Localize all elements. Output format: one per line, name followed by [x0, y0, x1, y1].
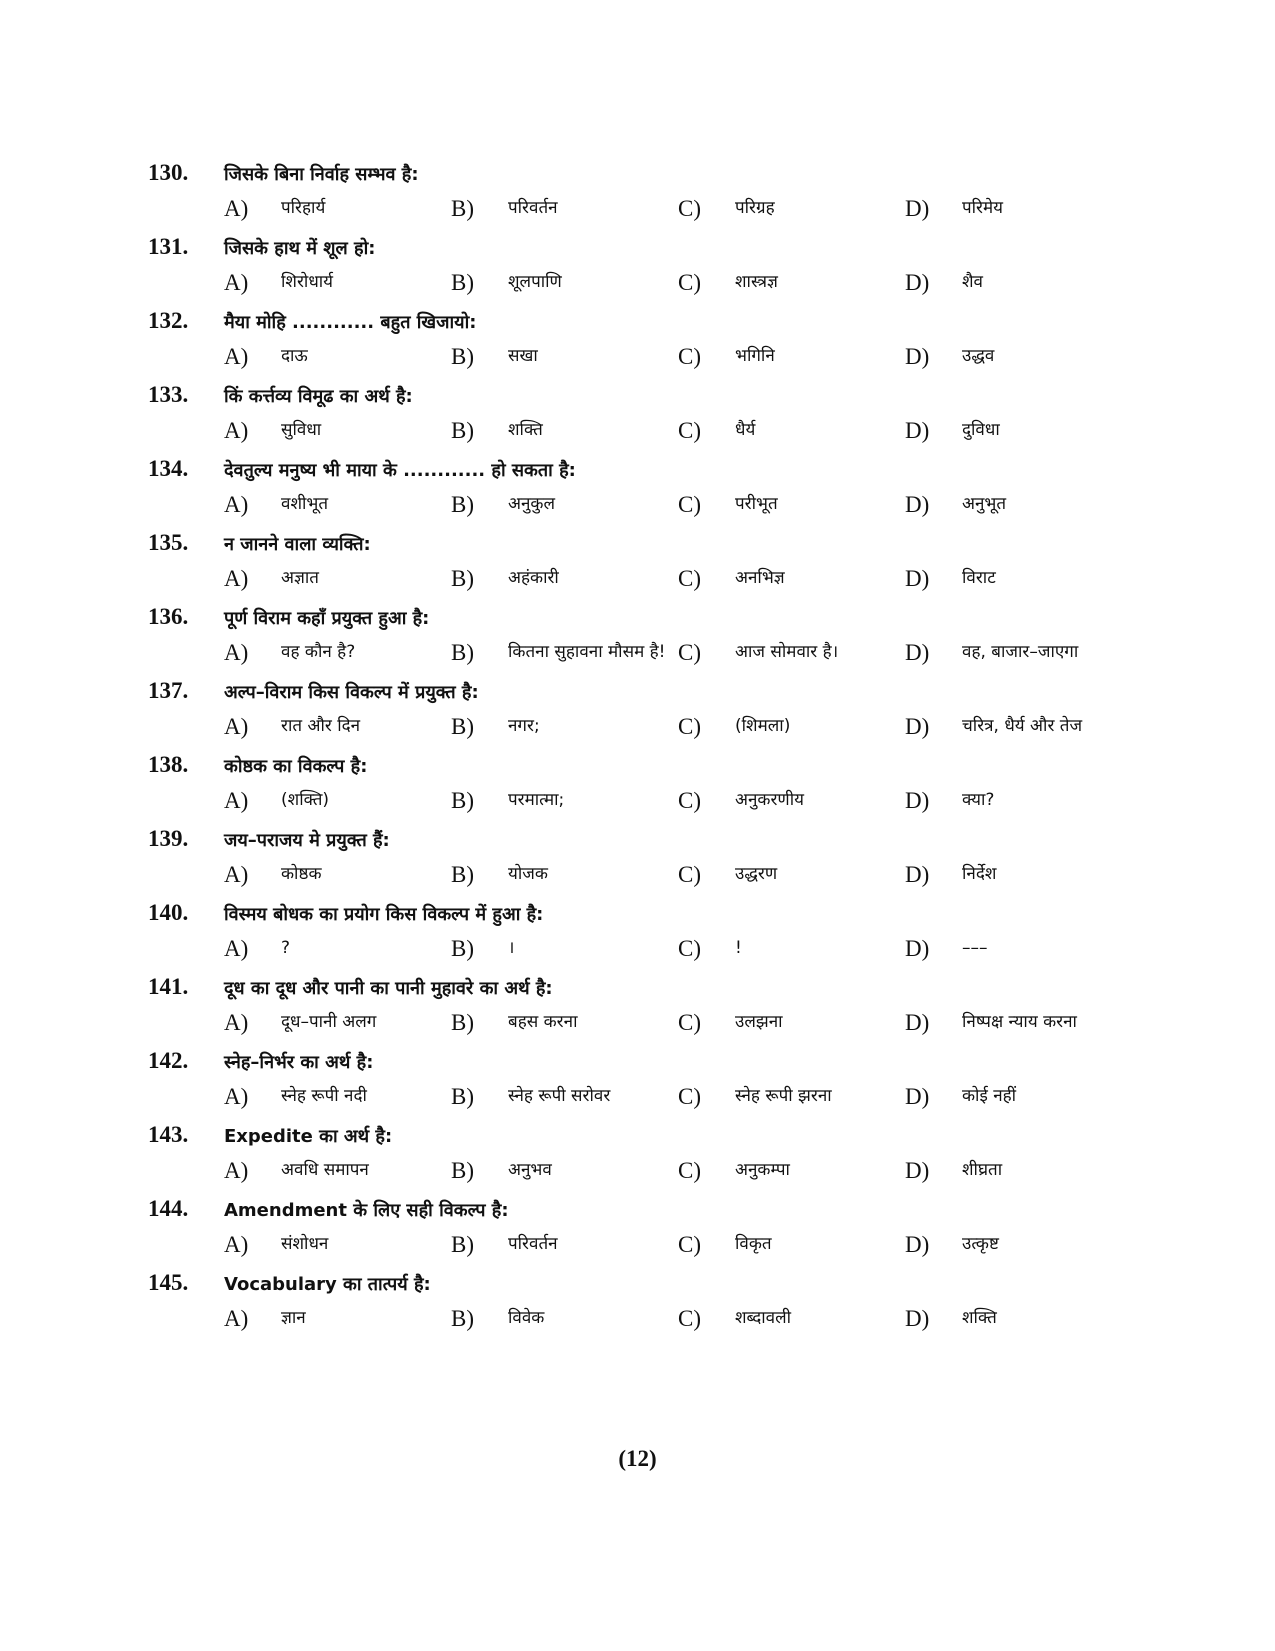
option-label: D) — [905, 1084, 930, 1109]
option-label: B) — [451, 270, 474, 295]
option — [905, 1156, 1125, 1186]
question-text: देवतुल्य मनुष्य भी माया के ............ हो सकता है: — [224, 460, 576, 481]
option-label: B) — [451, 1084, 474, 1109]
option-text: भगिनि — [735, 346, 775, 366]
option — [905, 934, 1125, 964]
option — [224, 1156, 451, 1186]
option-label: D) — [905, 492, 930, 517]
question-block — [148, 752, 1128, 816]
question-text: अल्प–विराम किस विकल्प में प्रयुक्त है: — [224, 682, 479, 703]
question-row — [148, 1196, 1128, 1226]
option-text: कोई नहीं — [962, 1086, 1017, 1106]
option-text: वह, बाजार–जाएगा — [962, 642, 1079, 662]
option-label: A) — [224, 1306, 249, 1331]
option — [905, 1304, 1125, 1334]
option — [678, 712, 905, 742]
option-label: A) — [224, 1158, 249, 1183]
option-label: C) — [678, 270, 701, 295]
option — [451, 712, 678, 742]
option-label: B) — [451, 492, 474, 517]
option-text: (शक्ति) — [281, 790, 330, 810]
option — [451, 490, 678, 520]
option — [678, 416, 905, 446]
option — [224, 934, 451, 964]
question-block — [148, 308, 1128, 372]
options-row — [148, 860, 1128, 890]
question-block — [148, 826, 1128, 890]
option-label: D) — [905, 714, 930, 739]
option-text: शक्ति — [962, 1308, 997, 1328]
option-text: विकृत — [735, 1234, 772, 1254]
option-text: योजक — [508, 864, 548, 884]
option — [905, 1082, 1125, 1112]
option-label: C) — [678, 1232, 701, 1257]
option-label: C) — [678, 788, 701, 813]
option-label: C) — [678, 640, 701, 665]
option — [451, 1082, 678, 1112]
option — [905, 638, 1125, 668]
option — [224, 490, 451, 520]
question-text: जिसके बिना निर्वाह सम्भव है: — [224, 164, 419, 185]
question-number: 134. — [148, 456, 189, 481]
question-text: कोष्ठक का विकल्प है: — [224, 756, 368, 777]
option — [224, 342, 451, 372]
option — [678, 564, 905, 594]
question-number: 130. — [148, 160, 189, 185]
option-label: A) — [224, 936, 249, 961]
question-number: 141. — [148, 974, 189, 999]
option-label: B) — [451, 344, 474, 369]
question-row — [148, 234, 1128, 264]
option-text: अनभिज्ञ — [735, 568, 785, 588]
option-text: परिहार्य — [281, 198, 326, 218]
page-number: (12) — [618, 1446, 657, 1471]
question-row — [148, 752, 1128, 782]
question-block — [148, 1048, 1128, 1112]
option — [224, 860, 451, 890]
option-label: C) — [678, 1158, 701, 1183]
option-label: B) — [451, 714, 474, 739]
option-text: अवधि समापन — [281, 1160, 369, 1180]
options-row — [148, 712, 1128, 742]
option-label: A) — [224, 640, 249, 665]
option-label: C) — [678, 1306, 701, 1331]
question-block — [148, 604, 1128, 668]
option-label: B) — [451, 640, 474, 665]
option-text: सुविधा — [281, 420, 322, 440]
option-label: D) — [905, 1158, 930, 1183]
option — [905, 416, 1125, 446]
option — [678, 1082, 905, 1112]
question-text: जय–पराजय मे प्रयुक्त हैं: — [224, 830, 390, 851]
option-label: A) — [224, 1010, 249, 1035]
option-label: C) — [678, 1084, 701, 1109]
option — [224, 416, 451, 446]
question-number: 139. — [148, 826, 189, 851]
option-label: D) — [905, 1010, 930, 1035]
options-row — [148, 268, 1128, 298]
option-label: A) — [224, 270, 249, 295]
option-label: A) — [224, 714, 249, 739]
question-text: जिसके हाथ में शूल हो: — [224, 238, 376, 259]
options-row — [148, 638, 1128, 668]
question-number: 132. — [148, 308, 189, 333]
option-text: रात और दिन — [281, 716, 361, 736]
option-text: निष्पक्ष न्याय करना — [962, 1012, 1077, 1032]
option — [224, 712, 451, 742]
option-text: ––– — [962, 938, 988, 958]
option-label: D) — [905, 418, 930, 443]
question-block — [148, 678, 1128, 742]
option-text: शीघ्रता — [962, 1160, 1003, 1180]
option — [451, 564, 678, 594]
question-text: मैया मोहि ............ बहुत खिजायो: — [224, 312, 477, 333]
option-text: ? — [281, 938, 291, 958]
option-label: B) — [451, 196, 474, 221]
option — [224, 1230, 451, 1260]
option-text: परिग्रह — [735, 198, 775, 218]
question-block — [148, 382, 1128, 446]
option-text: संशोधन — [281, 1234, 329, 1254]
option-text: शास्त्रज्ञ — [735, 272, 778, 292]
option — [451, 934, 678, 964]
option — [678, 1304, 905, 1334]
option — [905, 194, 1125, 224]
option-text: स्नेह रूपी सरोवर — [508, 1086, 611, 1106]
option — [678, 1230, 905, 1260]
option-text: कोष्ठक — [281, 864, 322, 884]
option-text: उद्धरण — [735, 864, 778, 884]
options-row — [148, 564, 1128, 594]
question-number: 131. — [148, 234, 189, 259]
option-text: बहस करना — [508, 1012, 578, 1032]
option-label: B) — [451, 862, 474, 887]
question-text: स्नेह–निर्भर का अर्थ है: — [224, 1052, 374, 1073]
question-number: 144. — [148, 1196, 189, 1221]
options-row — [148, 342, 1128, 372]
option-text: निर्देश — [962, 864, 997, 884]
option — [905, 564, 1125, 594]
option — [905, 490, 1125, 520]
option-label: D) — [905, 270, 930, 295]
option — [451, 194, 678, 224]
question-list — [148, 160, 1128, 1344]
option — [224, 194, 451, 224]
option — [905, 1008, 1125, 1038]
question-row — [148, 456, 1128, 486]
question-row — [148, 678, 1128, 708]
option-text: शिरोधार्य — [281, 272, 334, 292]
option-text: स्नेह रूपी झरना — [735, 1086, 832, 1106]
option-label: D) — [905, 196, 930, 221]
question-row — [148, 530, 1128, 560]
option-text: अनुकम्पा — [735, 1160, 790, 1180]
option — [451, 416, 678, 446]
option-text: शब्दावली — [735, 1308, 792, 1328]
option — [905, 786, 1125, 816]
option-label: B) — [451, 1306, 474, 1331]
question-number: 142. — [148, 1048, 189, 1073]
option-text: अनुकुल — [508, 494, 556, 514]
option-label: C) — [678, 492, 701, 517]
option-label: A) — [224, 196, 249, 221]
option-label: D) — [905, 862, 930, 887]
option-label: D) — [905, 1232, 930, 1257]
option-text: उत्कृष्ट — [962, 1234, 999, 1254]
option — [905, 342, 1125, 372]
question-block — [148, 234, 1128, 298]
option-text: ज्ञान — [281, 1308, 306, 1328]
option-text: परमात्मा; — [508, 790, 565, 810]
option-label: B) — [451, 566, 474, 591]
option-label: D) — [905, 936, 930, 961]
option — [451, 786, 678, 816]
option — [905, 712, 1125, 742]
question-row — [148, 160, 1128, 190]
option — [224, 1304, 451, 1334]
options-row — [148, 1008, 1128, 1038]
option-text: परीभूत — [735, 494, 778, 514]
option — [451, 1304, 678, 1334]
option-text: अज्ञात — [281, 568, 319, 588]
option-label: A) — [224, 1084, 249, 1109]
option-text: धैर्य — [735, 420, 756, 440]
option-label: D) — [905, 1306, 930, 1331]
question-number: 136. — [148, 604, 189, 629]
question-row — [148, 1122, 1128, 1152]
options-row — [148, 934, 1128, 964]
option-text: शूलपाणि — [508, 272, 562, 292]
option — [678, 194, 905, 224]
question-row — [148, 974, 1128, 1004]
option — [905, 1230, 1125, 1260]
option-label: C) — [678, 936, 701, 961]
option-text: चरित्र, धैर्य और तेज — [962, 716, 1083, 736]
option — [451, 342, 678, 372]
option-label: C) — [678, 566, 701, 591]
option-text: क्या? — [962, 790, 995, 810]
option-text: स्नेह रूपी नदी — [281, 1086, 367, 1106]
option-label: C) — [678, 344, 701, 369]
options-row — [148, 416, 1128, 446]
option-label: B) — [451, 418, 474, 443]
option-text: परिवर्तन — [508, 1234, 558, 1254]
option — [678, 1008, 905, 1038]
question-block — [148, 1122, 1128, 1186]
option-label: C) — [678, 1010, 701, 1035]
option — [678, 860, 905, 890]
option — [678, 934, 905, 964]
option-text: उलझना — [735, 1012, 783, 1032]
option-text: विवेक — [508, 1308, 545, 1328]
question-text: विस्मय बोधक का प्रयोग किस विकल्प में हुआ है: — [224, 904, 544, 925]
question-block — [148, 974, 1128, 1038]
option-label: C) — [678, 714, 701, 739]
options-row — [148, 1304, 1128, 1334]
option — [224, 564, 451, 594]
question-text: किं कर्त्तव्य विमूढ का अर्थ है: — [224, 386, 413, 407]
question-number: 143. — [148, 1122, 189, 1147]
question-row — [148, 1270, 1128, 1300]
option — [451, 638, 678, 668]
question-number: 133. — [148, 382, 189, 407]
option — [451, 1008, 678, 1038]
option-label: A) — [224, 492, 249, 517]
question-block — [148, 1270, 1128, 1334]
question-row — [148, 900, 1128, 930]
option — [224, 786, 451, 816]
question-block — [148, 530, 1128, 594]
option-label: C) — [678, 196, 701, 221]
question-number: 140. — [148, 900, 189, 925]
option-text: अनुभव — [508, 1160, 552, 1180]
option — [678, 268, 905, 298]
option-text: परिमेय — [962, 198, 1004, 218]
option — [451, 268, 678, 298]
question-block — [148, 160, 1128, 224]
option-label: B) — [451, 788, 474, 813]
option-label: B) — [451, 1232, 474, 1257]
option-label: A) — [224, 566, 249, 591]
question-number: 145. — [148, 1270, 189, 1295]
question-text: Vocabulary का तात्पर्य है: — [224, 1274, 431, 1295]
option-text: आज सोमवार है। — [735, 642, 839, 662]
question-number: 138. — [148, 752, 189, 777]
question-number: 137. — [148, 678, 189, 703]
option-text: अनुभूत — [962, 494, 1007, 514]
option-text: ! — [735, 938, 742, 958]
option-text: दुविधा — [962, 420, 1000, 440]
option — [678, 490, 905, 520]
option-text: (शिमला) — [735, 716, 791, 736]
option-label: B) — [451, 1010, 474, 1035]
option-label: A) — [224, 418, 249, 443]
option-label: C) — [678, 862, 701, 887]
option — [678, 786, 905, 816]
option-label: A) — [224, 788, 249, 813]
option-text: दूध–पानी अलग — [281, 1012, 377, 1032]
option-text: दाऊ — [281, 346, 308, 366]
option-text: । — [508, 938, 515, 958]
option-label: C) — [678, 418, 701, 443]
question-text: दूध का दूध और पानी का पानी मुहावरे का अर्थ है: — [224, 978, 553, 999]
option-text: शैव — [962, 272, 984, 292]
option-label: D) — [905, 566, 930, 591]
option — [224, 1082, 451, 1112]
question-text: Amendment के लिए सही विकल्प है: — [224, 1200, 509, 1221]
option-text: वह कौन है? — [281, 642, 356, 662]
question-row — [148, 382, 1128, 412]
option-label: A) — [224, 344, 249, 369]
question-block — [148, 900, 1128, 964]
option-text: अहंकारी — [508, 568, 559, 588]
option-label: A) — [224, 1232, 249, 1257]
option-label: B) — [451, 936, 474, 961]
option — [224, 1008, 451, 1038]
option — [905, 860, 1125, 890]
options-row — [148, 490, 1128, 520]
option-text: उद्धव — [962, 346, 995, 366]
option-text: नगर; — [508, 716, 540, 736]
option-text: अनुकरणीय — [735, 790, 804, 810]
question-row — [148, 308, 1128, 338]
option — [224, 638, 451, 668]
options-row — [148, 1082, 1128, 1112]
option-text: शक्ति — [508, 420, 543, 440]
question-number: 135. — [148, 530, 189, 555]
option-text: विराट — [962, 568, 996, 588]
option — [451, 1230, 678, 1260]
question-row — [148, 826, 1128, 856]
option — [451, 860, 678, 890]
option-label: D) — [905, 344, 930, 369]
question-row — [148, 604, 1128, 634]
option — [224, 268, 451, 298]
options-row — [148, 194, 1128, 224]
question-row — [148, 1048, 1128, 1078]
option-text: कितना सुहावना मौसम है! — [508, 642, 666, 662]
option-label: A) — [224, 862, 249, 887]
option — [451, 1156, 678, 1186]
options-row — [148, 1230, 1128, 1260]
option — [678, 638, 905, 668]
option — [905, 268, 1125, 298]
option-label: D) — [905, 640, 930, 665]
options-row — [148, 786, 1128, 816]
option-label: B) — [451, 1158, 474, 1183]
option — [678, 1156, 905, 1186]
question-text: Expedite का अर्थ है: — [224, 1126, 393, 1147]
options-row — [148, 1156, 1128, 1186]
option — [678, 342, 905, 372]
option-text: परिवर्तन — [508, 198, 558, 218]
question-block — [148, 1196, 1128, 1260]
question-block — [148, 456, 1128, 520]
option-text: वशीभूत — [281, 494, 329, 514]
question-text: न जानने वाला व्यक्ति: — [224, 534, 371, 555]
question-text: पूर्ण विराम कहाँ प्रयुक्त हुआ है: — [224, 608, 430, 629]
option-label: D) — [905, 788, 930, 813]
option-text: सखा — [508, 346, 538, 366]
